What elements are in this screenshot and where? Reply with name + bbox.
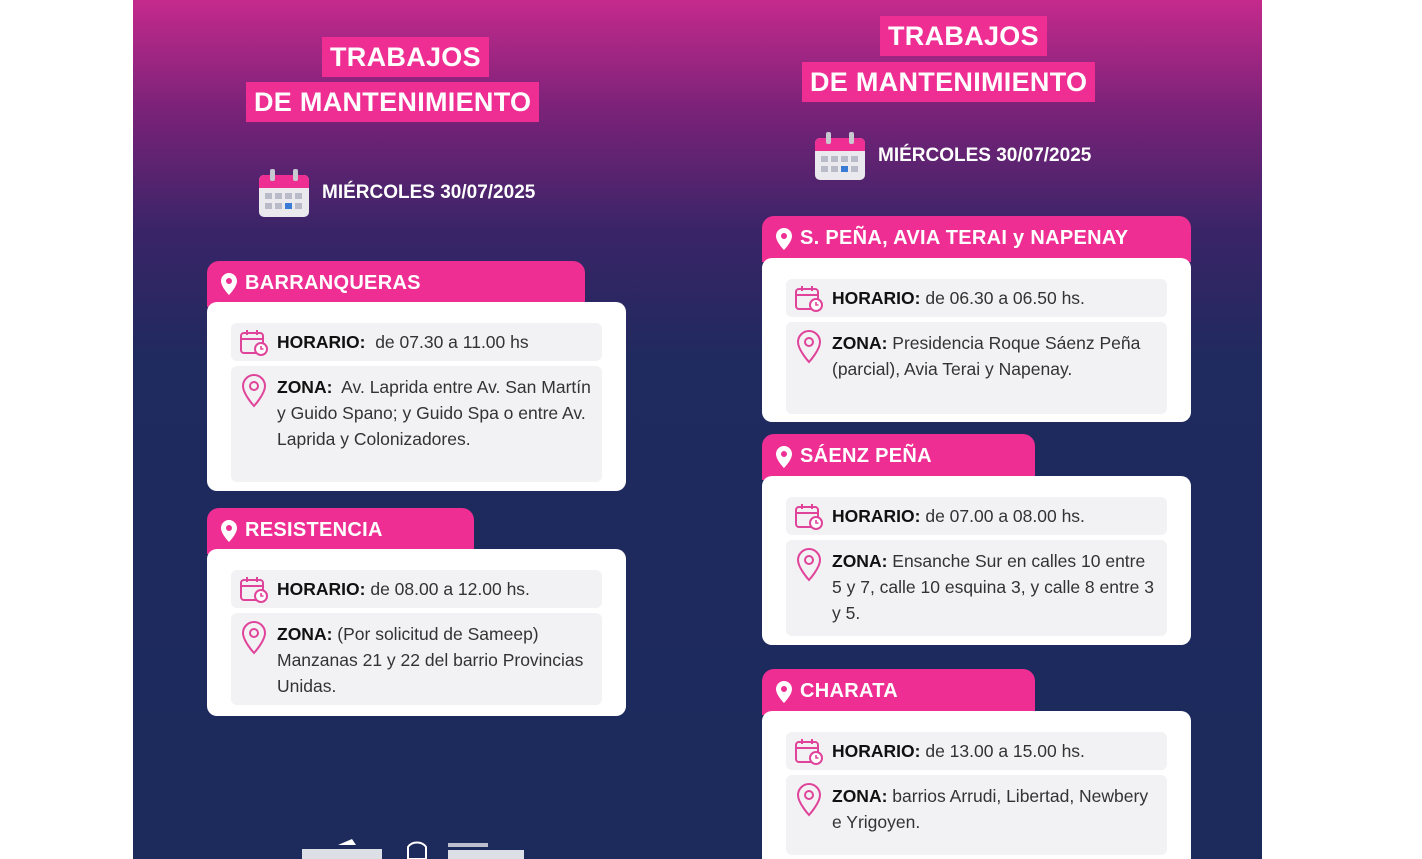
calendar-clock-icon bbox=[794, 738, 824, 766]
calendar-icon bbox=[814, 131, 866, 181]
location-outline-icon bbox=[794, 328, 824, 366]
calendar-clock-icon bbox=[239, 329, 269, 357]
zona-row bbox=[231, 613, 602, 705]
zona-row bbox=[231, 366, 602, 482]
location-outline-icon bbox=[794, 781, 824, 819]
info-card-charata bbox=[762, 711, 1191, 859]
horario-row bbox=[786, 497, 1167, 535]
horario-row bbox=[786, 279, 1167, 317]
location-pin-icon bbox=[776, 681, 792, 703]
location-outline-icon bbox=[794, 546, 824, 584]
horario-label: HORARIO: bbox=[832, 288, 921, 308]
date-label: MIÉRCOLES 30/07/2025 bbox=[878, 145, 1092, 166]
zona-label: ZONA: bbox=[832, 551, 888, 571]
zona-value: (Por solicitud de Sameep) Manzanas 21 y 22 del barrio Provincias Unidas. bbox=[277, 624, 584, 696]
title-line-2: DE MANTENIMIENTO bbox=[802, 62, 1095, 102]
horario-value: de 07.00 a 08.00 hs. bbox=[925, 506, 1085, 526]
calendar-clock-icon bbox=[239, 576, 269, 604]
location-pin-icon bbox=[221, 273, 237, 295]
horario-row bbox=[786, 732, 1167, 770]
right-flyer bbox=[690, 0, 1262, 859]
calendar-icon bbox=[258, 168, 310, 218]
horario-row bbox=[231, 323, 602, 361]
location-tab-charata bbox=[762, 669, 1035, 715]
zona-row bbox=[786, 540, 1167, 636]
info-card-s-pena bbox=[762, 258, 1191, 422]
horario-label: HORARIO: bbox=[832, 741, 921, 761]
date-row bbox=[258, 168, 535, 218]
location-tab-resistencia bbox=[207, 508, 474, 554]
location-tab-s-pena bbox=[762, 216, 1191, 262]
info-card-resistencia bbox=[207, 549, 626, 716]
zona-value: Ensanche Sur en calles 10 entre 5 y 7, calle 10 esquina 3, y calle 8 entre 3 y 5. bbox=[832, 551, 1155, 623]
left-flyer bbox=[133, 0, 690, 859]
zona-label: ZONA: bbox=[277, 624, 333, 644]
zona-value: Presidencia Roque Sáenz Peña (parcial), Avia Terai y Napenay. bbox=[832, 333, 1141, 379]
location-name: S. PEÑA, AVIA TERAI y NAPENAY bbox=[800, 227, 1129, 249]
location-pin-icon bbox=[221, 520, 237, 542]
location-name: RESISTENCIA bbox=[245, 519, 383, 541]
title-line-2: DE MANTENIMIENTO bbox=[246, 82, 539, 122]
zona-row bbox=[786, 775, 1167, 855]
horario-value: de 07.30 a 11.00 hs bbox=[375, 332, 529, 352]
location-pin-icon bbox=[776, 446, 792, 468]
horario-value: de 13.00 a 15.00 hs. bbox=[925, 741, 1085, 761]
location-outline-icon bbox=[239, 619, 269, 657]
horario-label: HORARIO: bbox=[832, 506, 921, 526]
info-card-saenz-pena bbox=[762, 476, 1191, 645]
horario-value: de 08.00 a 12.00 hs. bbox=[370, 579, 530, 599]
calendar-clock-icon bbox=[794, 503, 824, 531]
location-pin-icon bbox=[776, 228, 792, 250]
location-tab-barranqueras bbox=[207, 261, 585, 307]
horario-label: HORARIO: bbox=[277, 579, 366, 599]
location-outline-icon bbox=[239, 372, 269, 410]
zona-value: Av. Laprida entre Av. San Martín y Guido Spano; y Guido Spa o entre Av. Laprida y Colonizadores. bbox=[277, 377, 591, 449]
date-row bbox=[814, 131, 1091, 181]
title-line-1: TRABAJOS bbox=[322, 37, 489, 77]
zona-label: ZONA: bbox=[277, 377, 333, 397]
location-name: BARRANQUERAS bbox=[245, 272, 421, 294]
horario-value: de 06.30 a 06.50 hs. bbox=[925, 288, 1085, 308]
info-card-barranqueras bbox=[207, 302, 626, 491]
location-name: SÁENZ PEÑA bbox=[800, 445, 932, 467]
zona-row bbox=[786, 322, 1167, 414]
sponsor-logos bbox=[298, 837, 538, 859]
location-name: CHARATA bbox=[800, 680, 899, 702]
horario-label: HORARIO: bbox=[277, 332, 366, 352]
title-line-1: TRABAJOS bbox=[880, 16, 1047, 56]
location-tab-saenz-pena bbox=[762, 434, 1035, 480]
horario-row bbox=[231, 570, 602, 608]
calendar-clock-icon bbox=[794, 285, 824, 313]
zona-label: ZONA: bbox=[832, 786, 888, 806]
zona-label: ZONA: bbox=[832, 333, 888, 353]
zona-value: barrios Arrudi, Libertad, Newbery e Yrigoyen. bbox=[832, 786, 1149, 832]
date-label: MIÉRCOLES 30/07/2025 bbox=[322, 182, 536, 203]
